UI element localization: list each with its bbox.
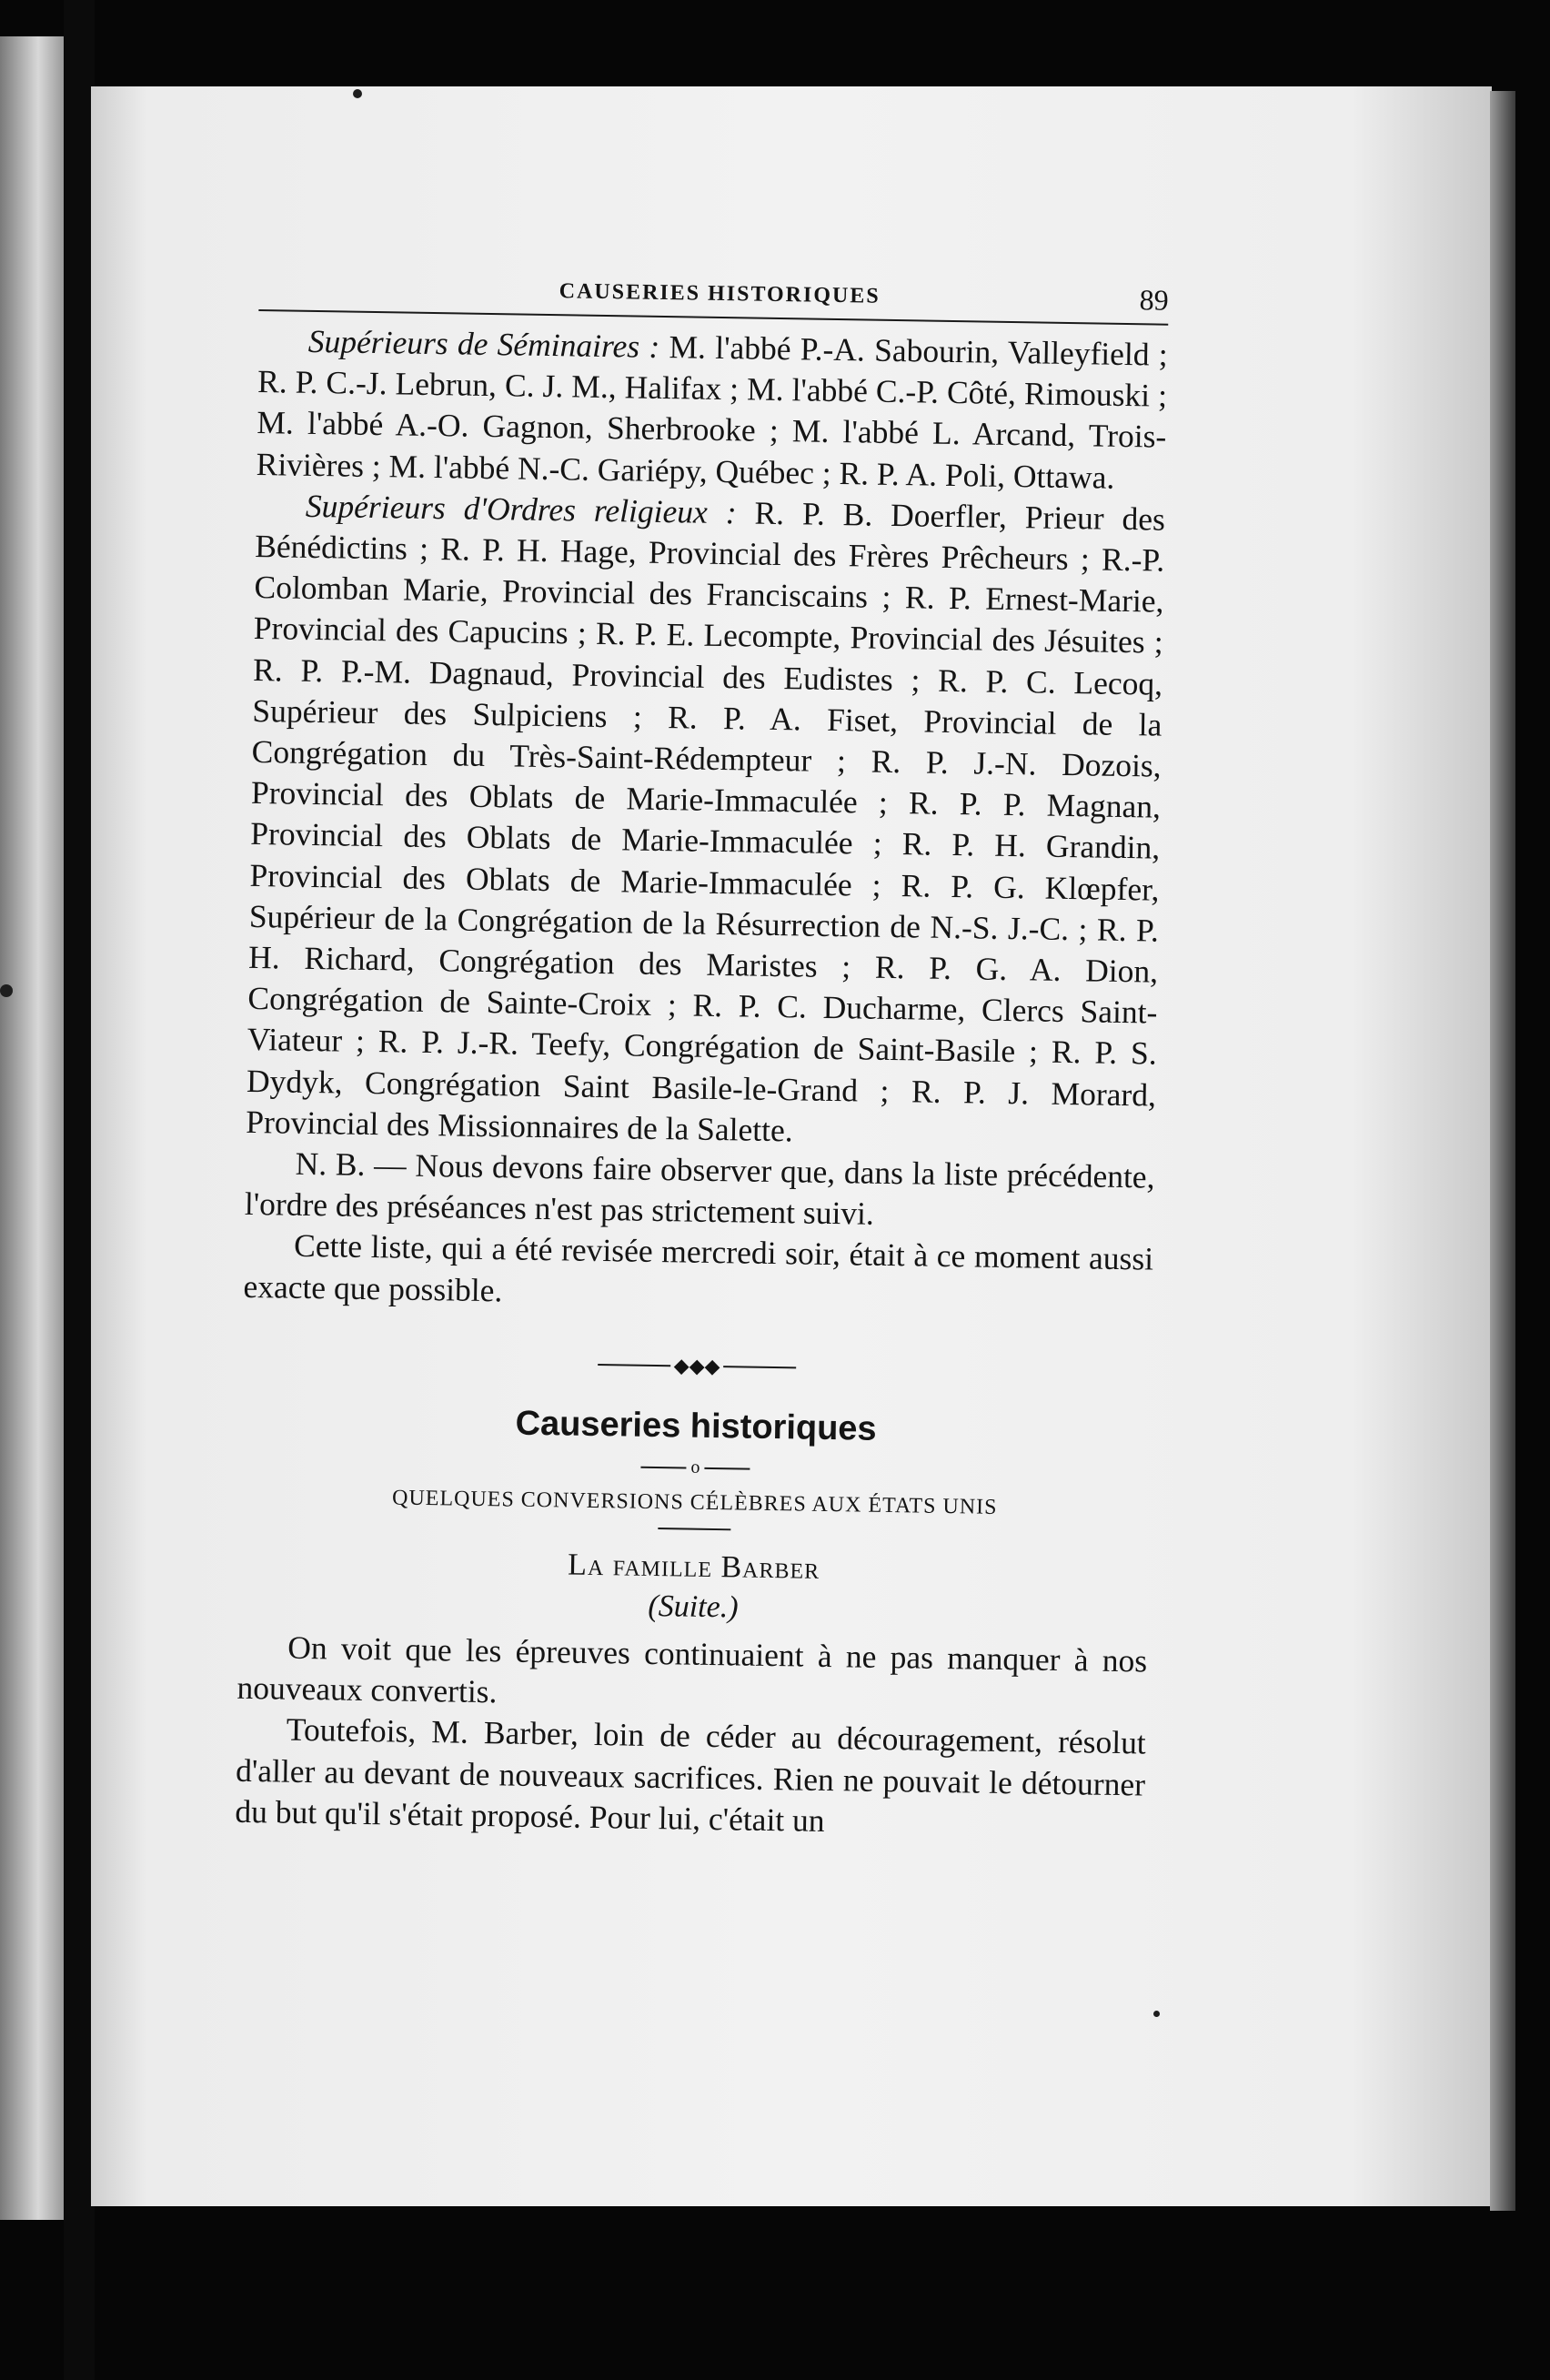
dust-speck (0, 984, 13, 997)
divider-mark: o (690, 1457, 700, 1477)
paragraph-seminaires (256, 320, 1168, 499)
paragraph-label: Supérieurs d'Ordres religieux : (305, 487, 737, 531)
page-number: 89 (1139, 283, 1169, 317)
section-subtitle: QUELQUES CONVERSIONS CÉLÈBRES AUX ÉTATS UNIS (391, 1486, 998, 1519)
book-gutter (64, 0, 95, 2380)
title-divider (240, 1450, 1150, 1486)
page-content (235, 273, 1169, 1846)
running-title: CAUSERIES HISTORIQUES (559, 279, 881, 308)
ornament-diamond-icon: ◆◆◆ (673, 1354, 720, 1378)
story-paragraph-1: On voit que les épreuves continuaient à ne pas manquer à nos nouveaux convertis. (237, 1629, 1148, 1710)
paragraph-text: R. P. B. Doerfler, Prieur des Bénédictins ; R. P. H. Hage, Provincial des Frères Prêcheurs ; R.-P. Colomban Marie, Provincial des Franciscains ; R. P. Ernest-Marie, Provincial des Capucins ; R. P. E. Lecompte, Provincial des Jésuites ; R. P. P.-M. Dagnaud, Provincial des Eudistes ; R. P. C. Lecoq, Supérieur des Sulpiciens ; R. P. A. Fiset, Provincial de la Congrégation du Très-Saint-Rédempteur ; R. P. J.-N. Dozois, Provincial des Oblats de Marie-Immaculée ; R. P. P. Magnan, Provincial des Oblats de Marie-Immaculée ; R. P. H. Grandin, Provincial des Oblats de Marie-Immaculée ; R. P. G. Klœpfer, Supérieur de la Congrégation de la Résurrection de N.-S. J.-C. ; R. P. H. Richard, Congrégation des Maristes ; R. P. G. A. Dion, Congrégation de Sainte-Croix ; R. P. C. Ducharme, Clercs Saint-Viateur ; R. P. J.-R. Teefy, Congrégation de Saint-Basile ; R. P. S. Dydyk, Congrégation Saint Basile-le-Grand ; R. P. J. Morard, Provincial des Missionnaires de la Salette. (246, 494, 1166, 1149)
section-title: Causeries historiques (515, 1404, 877, 1448)
chapter-suite: (Suite.) (648, 1588, 739, 1625)
paragraph-label: Supérieurs de Séminaires : (307, 322, 660, 365)
divider-rule (704, 1467, 750, 1470)
divider-rule (640, 1467, 686, 1469)
dust-speck (353, 89, 362, 98)
ornament-rule (724, 1366, 797, 1368)
paragraph-ordres-religieux (246, 485, 1165, 1157)
chapter-title: La famille Barber (567, 1548, 820, 1586)
story-paragraph-2: Toutefois, M. Barber, loin de céder au découragement, résolut d'aller au devant de nouveaux sacrifices. Rien ne pouvait le détourner du but qu'il s'était proposé. Pour lui, c'était un (235, 1711, 1147, 1839)
dust-speck (1153, 2011, 1160, 2017)
page-edge-shadow (1490, 91, 1515, 2211)
ornament-rule (598, 1364, 670, 1366)
previous-page-edge (0, 36, 64, 2220)
section-ornament (242, 1344, 1152, 1387)
paragraph-liste: Cette liste, qui a été revisée mercredi soir, était à ce moment aussi exacte que possible. (243, 1227, 1154, 1309)
subtitle-rule (658, 1528, 730, 1530)
paragraph-nota-bene: N. B. — Nous devons faire observer que, dans la liste précédente, l'ordre des préséances n'est pas strictement suivi. (244, 1145, 1155, 1233)
paragraph-text: M. l'abbé P.-A. Sabourin, Valleyfield ; R. P. C.-J. Lebrun, C. J. M., Halifax ; M. l'abbé C.-P. Côté, Rimouski ; M. l'abbé A.-O. Gagnon, Sherbrooke ; M. l'abbé L. Arcand, Trois-Rivières ; M. l'abbé N.-C. Gariépy, Québec ; R. P. A. Poli, Ottawa. (256, 328, 1169, 496)
